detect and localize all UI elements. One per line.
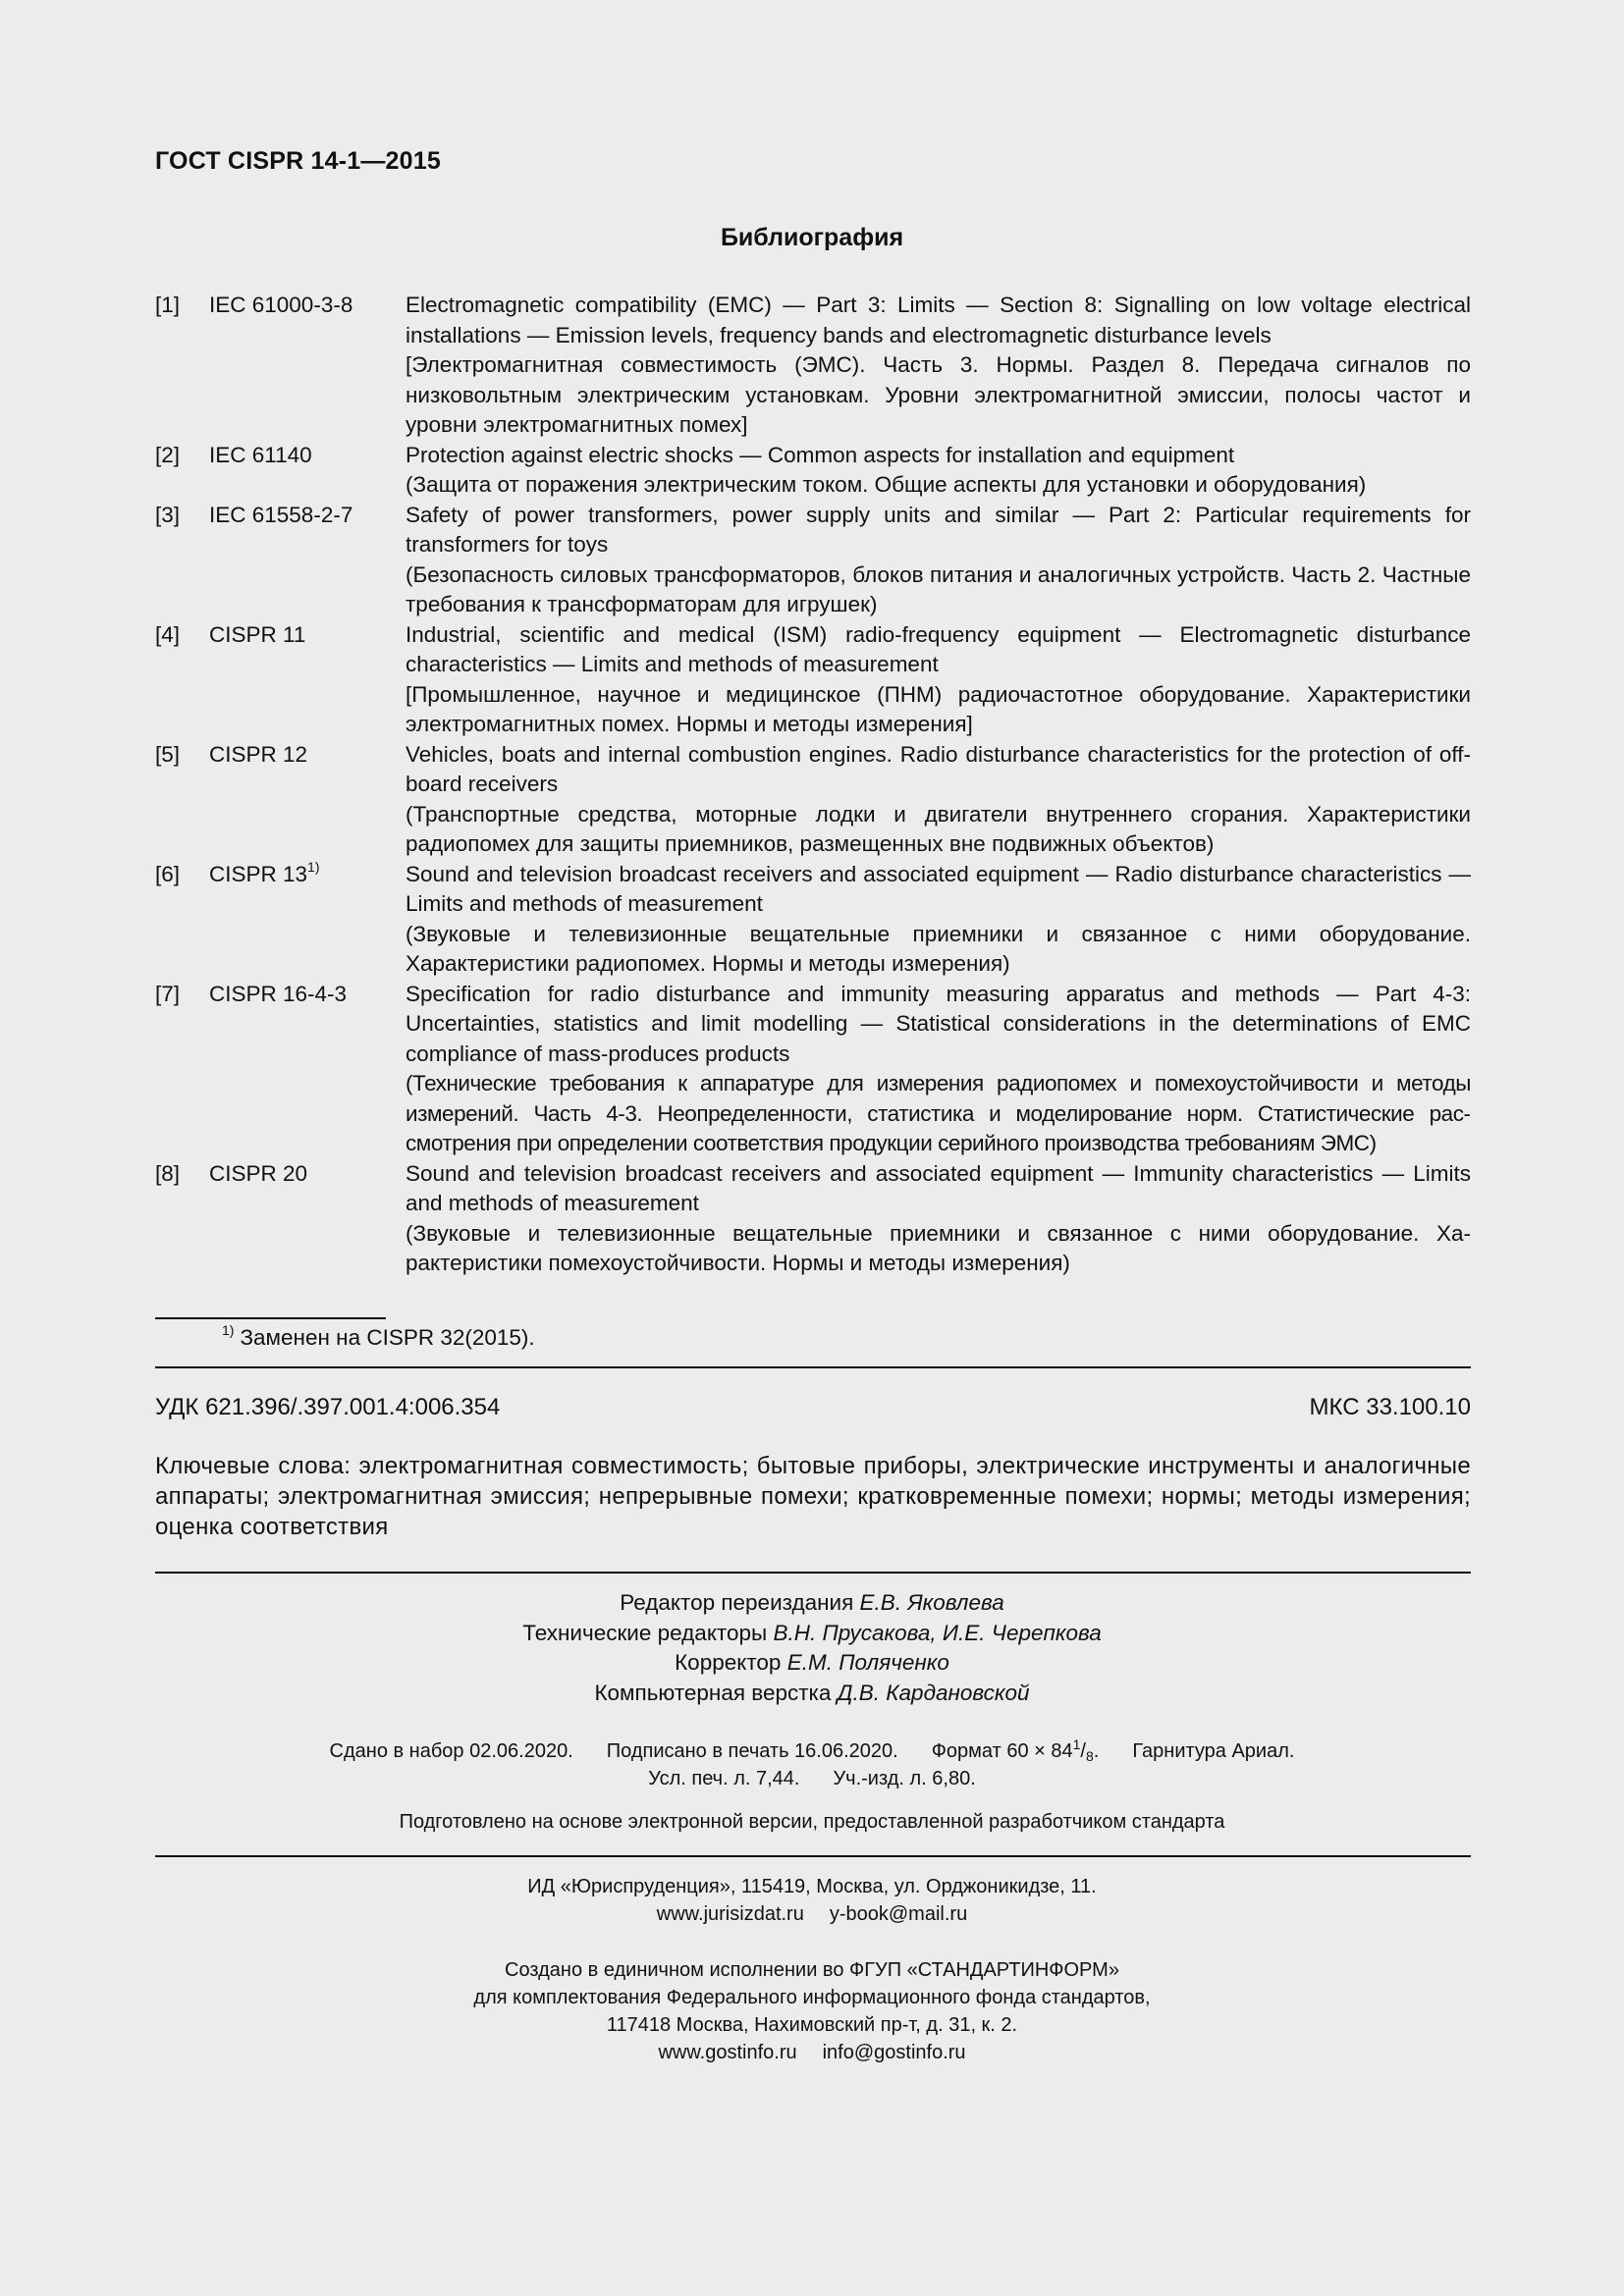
reference-item <box>155 441 1471 501</box>
bibliography-title: Библиография <box>720 224 904 251</box>
reference-title-en: Protection against electric shocks — Common aspects for installation and equipment <box>406 442 1235 467</box>
producer-info <box>0 1956 1624 2066</box>
reference-body <box>406 1159 1471 1279</box>
typeface: Гарнитура Ариал. <box>1132 1740 1295 1762</box>
reference-item <box>155 620 1471 740</box>
reference-title-en: Specification for radio disturbance and immunity measuring apparatus and methods — Part 4-3: Uncertainties, statistics and limit modelling — Statistical considerations in the determinations of EMC compliance of mass-produces products <box>406 981 1471 1066</box>
reference-item <box>155 1159 1471 1279</box>
reference-code: CISPR 13$^{1)}$ <box>209 858 320 886</box>
submitted-date: Сдано в набор 02.06.2020. <box>329 1740 573 1762</box>
reference-number: [7] <box>155 981 181 1006</box>
reference-title-en: Sound and television broadcast receivers and associated equipment — Immunity characteristics — Limits and methods of measurement <box>406 1160 1471 1215</box>
reference-title-en: Safety of power transformers, power supply units and similar — Part 2: Particular requirements for transformers for toys <box>406 502 1471 557</box>
reference-number: [1] <box>155 293 181 317</box>
reference-code: IEC 61558-2-7 <box>209 502 353 527</box>
reference-item <box>155 980 1471 1159</box>
reference-body <box>406 980 1471 1159</box>
reference-number: [5] <box>155 741 181 767</box>
producer-line-2: для комплектования Федерального информационного фонда стандартов, <box>473 1987 1151 2008</box>
divider <box>155 1855 1471 1857</box>
mks-code: МКС 33.100.10 <box>1309 1394 1471 1420</box>
document-id: ГОСТ CISPR 14-1—2015 <box>155 147 441 175</box>
reference-body <box>406 740 1471 860</box>
reference-number: [3] <box>155 502 181 527</box>
reference-code: IEC 61140 <box>209 442 312 467</box>
reference-title-ru: (Звуковые и телевизионные вещательные приемники и связанное с ними оборудование. Характеристики помехоустойчивости. Нормы и методы измерения) <box>406 1220 1471 1275</box>
publisher-site-link: www.jurisizdat.ru <box>656 1903 804 1925</box>
reference-title-en: Industrial, scientific and medical (ISM) radio-frequency equipment — Electromagnetic disturbance characteristics — Limits and methods of measurement <box>406 621 1471 676</box>
print-info <box>0 1737 1624 1792</box>
footnote-marker: 1) <box>307 858 320 875</box>
reference-number: [6] <box>155 861 181 886</box>
keywords: Ключевые слова: электромагнитная совместимость; бытовые приборы, электрические инструменты и аналогичные аппараты; электромагнитная эмиссия; непрерывные помехи; кратковременные помехи; нормы; методы измерения; оценка соответствия <box>155 1453 1471 1540</box>
publisher-email: y-book@mail.ru <box>829 1903 968 1925</box>
reference-title-ru: (Транспортные средства, моторные лодки и двигатели внутреннего сгорания. Характеристики радиопомех для защиты приемников, размещенных вне подвижных объектов) <box>406 801 1471 856</box>
publ-sheets: Уч.-изд. л. 6,80. <box>833 1768 976 1789</box>
reference-item <box>155 860 1471 980</box>
footnote-text: Заменен на CISPR 32(2015). <box>240 1325 535 1350</box>
credit-layout: Компьютерная верстка Д.В. Кардановской <box>594 1680 1030 1705</box>
prepared-note: Подготовлено на основе электронной версии, предоставленной разработчиком стандарта <box>399 1811 1225 1833</box>
bibliography-list <box>155 291 1471 1279</box>
reference-title-en: Vehicles, boats and internal combustion engines. Radio disturbance characteristics for the protection of off-board receivers <box>406 741 1471 796</box>
signed-date: Подписано в печать 16.06.2020. <box>606 1740 898 1762</box>
divider <box>155 1572 1471 1574</box>
reference-title-en: Sound and television broadcast receivers and associated equipment — Radio disturbance characteristics — Limits and methods of measurement <box>406 861 1471 916</box>
producer-site: www.gostinfo.ru <box>658 2042 797 2063</box>
reference-body <box>406 860 1471 980</box>
print-sheets: Усл. печ. л. 7,44. <box>648 1768 800 1789</box>
credits <box>0 1588 1624 1708</box>
reference-title-ru: (Безопасность силовых трансформаторов, блоков питания и аналогичных устройств. Часть 2. Частные требования к трансформаторам для игрушек) <box>406 561 1471 616</box>
credit-corrector: Корректор Е.М. Поляченко <box>675 1650 949 1675</box>
reference-code: CISPR 20 <box>209 1160 308 1186</box>
reference-title-ru: [Электромагнитная совместимость (ЭМС). Часть 3. Нормы. Раздел 8. Передача сигналов по низковольтным электрическим установкам. Уровни электромагнитной эмиссии, полосы частот и уровни электромагнитных помех] <box>406 352 1471 437</box>
credit-editor: Редактор переиздания Е.В. Яковлева <box>620 1590 1004 1615</box>
footnote-mark: 1) <box>222 1322 235 1338</box>
reference-code: CISPR 11 <box>209 621 306 647</box>
publisher-address: ИД «Юриспруденция», 115419, Москва, ул. Орджоникидзе, 11. <box>527 1876 1097 1897</box>
reference-title-ru: [Промышленное, научное и медицинское (ПНМ) радиочастотное оборудование. Характеристики электромагнитных помех. Нормы и методы измерения] <box>406 681 1471 736</box>
reference-body <box>406 620 1471 740</box>
footnote <box>224 1323 535 1353</box>
footnote-separator <box>155 1317 386 1319</box>
reference-item <box>155 501 1471 620</box>
publisher-info <box>0 1873 1624 1928</box>
reference-title-en: Electromagnetic compatibility (EMC) — Part 3: Limits — Section 8: Signalling on low voltage electrical installations — Emission levels, frequency bands and electromagnetic disturbance levels <box>406 293 1471 347</box>
reference-code: CISPR 12 <box>209 741 308 767</box>
paper-format: Формат $60 \times 84^1/_8$. <box>931 1736 1100 1764</box>
producer-email: info@gostinfo.ru <box>822 2042 966 2063</box>
reference-body <box>406 291 1471 441</box>
reference-number: [8] <box>155 1160 181 1186</box>
reference-code: CISPR 16-4-3 <box>209 981 348 1006</box>
classification-row <box>155 1394 1471 1421</box>
reference-item <box>155 740 1471 860</box>
reference-number: [2] <box>155 442 181 467</box>
reference-body <box>406 501 1471 620</box>
reference-title-ru: (Защита от поражения электрическим током. Общие аспекты для установки и оборудования) <box>406 472 1367 497</box>
reference-item <box>155 291 1471 441</box>
producer-line-3: 117418 Москва, Нахимовский пр-т, д. 31, к. 2. <box>606 2014 1018 2036</box>
reference-body <box>406 441 1471 501</box>
reference-number: [4] <box>155 621 181 647</box>
reference-title-ru: (Технические требования к аппаратуре для измерения радиопомех и помехоустойчивости и методы измерений. Часть 4-3. Неопределенности, статистика и моделирование норм. Статистические рассмотрения при определении соответствия продукции серийного производства требованиям ЭМС) <box>406 1071 1471 1155</box>
udc-code: УДК 621.396/.397.001.4:006.354 <box>155 1394 501 1420</box>
reference-title-ru: (Звуковые и телевизионные вещательные приемники и связанное с ними оборудование. Характеристики радиопомех. Нормы и методы измерения) <box>406 921 1471 976</box>
reference-code: IEC 61000-3-8 <box>209 293 353 317</box>
divider <box>155 1366 1471 1368</box>
producer-line-1: Создано в единичном исполнении во ФГУП «СТАНДАРТИНФОРМ» <box>505 1959 1119 1981</box>
credit-tech-editors: Технические редакторы В.Н. Прусакова, И.Е. Черепкова <box>522 1620 1102 1645</box>
